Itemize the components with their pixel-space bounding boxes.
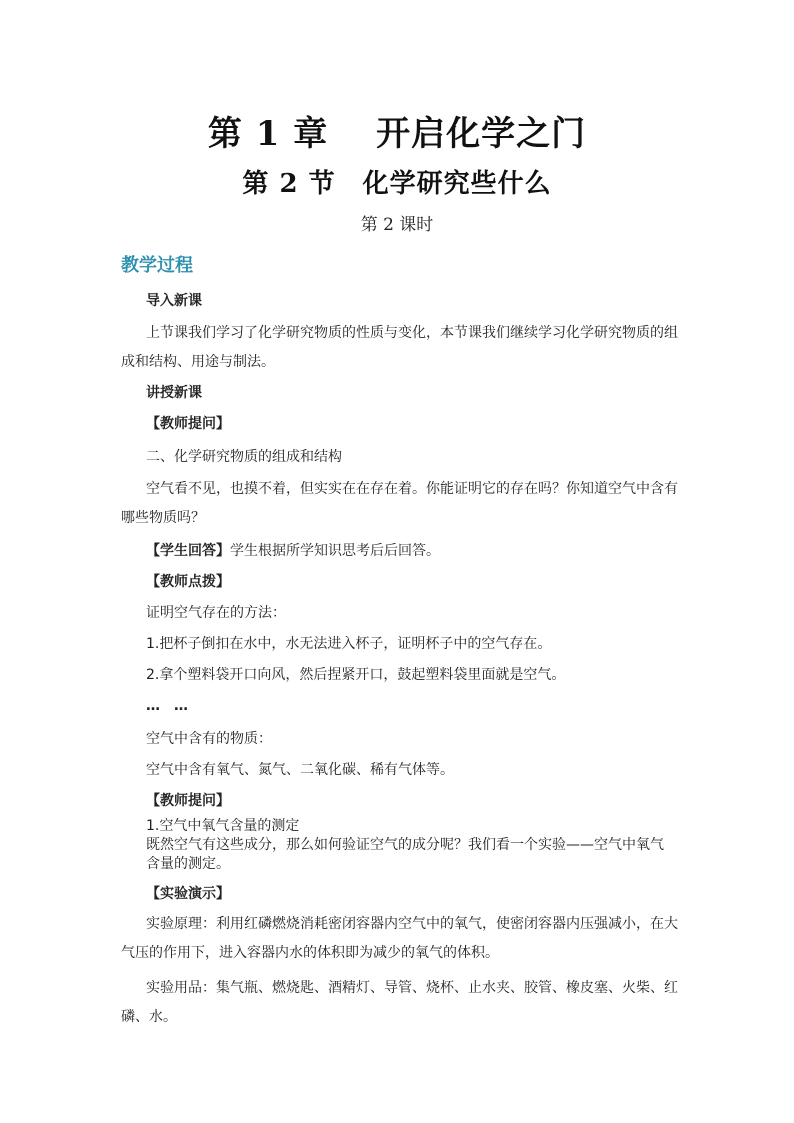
chapter-title: 第 1 章 开启化学之门 (207, 114, 587, 154)
teacher-question-2: 【教师提问】 (146, 793, 230, 809)
teacher-guide-1: 【教师点拨】 (146, 574, 230, 590)
oxygen-line-1: 既然空气有这些成分，那么如何验证空气的成分呢？我们看一个实验——空气中氧气 (146, 837, 664, 853)
method-1: 1.把杯子倒扣在水中，水无法进入杯子，证明杯子中的空气存在。 (146, 636, 552, 652)
topic-composition: 二、化学研究物质的组成和结构 (146, 449, 342, 465)
process-heading: 教学过程 (121, 255, 193, 276)
lesson-title: 第 2 课时 (360, 215, 434, 235)
oxygen-line-2: 含量的测定。 (146, 856, 230, 872)
intro-line-1: 上节课我们学习了化学研究物质的性质与变化，本节课我们继续学习化学研究物质的组 (146, 325, 678, 341)
new-lesson-heading: 讲授新课 (146, 385, 202, 401)
principle-line-2: 气压的作用下，进入容器内水的体积即为减少的氧气的体积。 (121, 945, 499, 961)
student-answer (146, 540, 706, 560)
student-answer-label: 【学生回答】 (146, 543, 230, 559)
question-line-1: 空气看不见，也摸不着，但实实在在存在着。你能证明它的存在吗？你知道空气中含有 (146, 481, 678, 497)
section-title: 第 2 节 化学研究些什么 (242, 169, 552, 199)
supplies-line-1: 实验用品：集气瓶、燃烧匙、酒精灯、导管、烧杯、止水夹、胶管、橡皮塞、火柴、红 (146, 980, 678, 996)
experiment-demo: 【实验演示】 (146, 886, 230, 902)
intro-heading: 导入新课 (146, 293, 202, 309)
substances-intro: 空气中含有的物质： (146, 731, 272, 747)
principle-line-1: 实验原理：利用红磷燃烧消耗密闭容器内空气中的氧气，使密闭容器内压强减小，在大 (146, 916, 678, 932)
supplies-line-2: 磷、水。 (121, 1009, 177, 1025)
intro-line-2: 成和结构、用途与制法。 (121, 354, 275, 370)
oxygen-test-title: 1.空气中氧气含量的测定 (146, 818, 300, 834)
ellipsis: … … (146, 698, 188, 714)
student-answer-text: 学生根据所学知识思考后后回答。 (230, 543, 440, 559)
teacher-question-1: 【教师提问】 (146, 416, 230, 432)
substances-list: 空气中含有氧气、氮气、二氧化碳、稀有气体等。 (146, 762, 454, 778)
method-intro: 证明空气存在的方法： (146, 605, 286, 621)
question-line-2: 哪些物质吗？ (121, 510, 205, 526)
method-2: 2.拿个塑料袋开口向风，然后捏紧开口，鼓起塑料袋里面就是空气。 (146, 667, 566, 683)
